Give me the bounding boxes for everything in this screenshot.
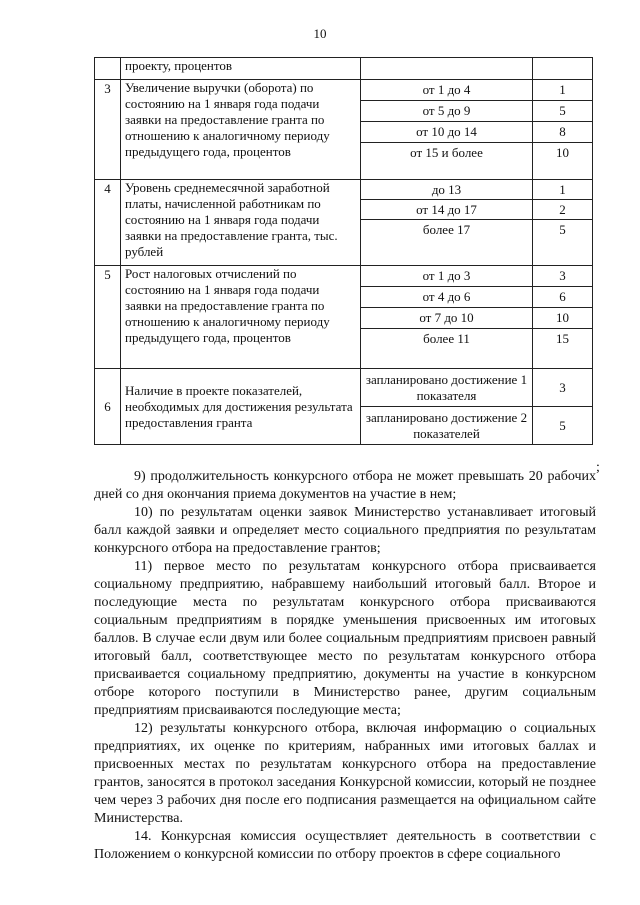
points-cell: 2 <box>533 200 593 220</box>
range-cell: от 5 до 9 <box>361 101 533 122</box>
points-cell: 1 <box>533 80 593 101</box>
criterion-description: Рост налоговых отчислений по состоянию на 1 января года подачи заявки на предоставление гранта по отношению к аналогичному периоду предыдущего года, процентов <box>121 266 361 369</box>
table-cell <box>361 58 533 80</box>
body-text <box>94 468 596 864</box>
points-cell: 15 <box>533 329 593 369</box>
row-number: 6 <box>95 369 121 445</box>
points-cell: 10 <box>533 143 593 180</box>
criterion-description: Увеличение выручки (оборота) по состоянию на 1 января года подачи заявки на предоставление гранта по отношению к аналогичному периоду предыдущего года, процентов <box>121 80 361 180</box>
table-end-semicolon: ; <box>596 460 600 475</box>
points-cell: 8 <box>533 122 593 143</box>
points-cell: 6 <box>533 287 593 308</box>
points-cell: 5 <box>533 101 593 122</box>
paragraph-12: 12) результаты конкурсного отбора, включая информацию о социальных предприятиях, их оценке по критериям, набранных ими итоговых баллах и присвоенных местах по результатам конкурсного отбора на предоставление грантов, заносятся в протокол заседания Конкурсной комиссии, который не позднее чем через 3 рабочих дня после его подписания размещается на официальном сайте Министерства. <box>94 721 596 826</box>
criteria-table <box>94 57 593 445</box>
range-cell: более 17 <box>361 220 533 266</box>
points-cell: 3 <box>533 369 593 407</box>
table-row <box>95 80 593 101</box>
range-cell: от 7 до 10 <box>361 308 533 329</box>
table-row <box>95 266 593 287</box>
row-number: 3 <box>95 80 121 180</box>
range-cell: более 11 <box>361 329 533 369</box>
paragraph-11: 11) первое место по результатам конкурсного отбора присваивается социальному предприятию, набравшему наибольший итоговый балл. Второе и последующие места по результатам конкурсного отбора присваиваются социальным предприятиям в порядке уменьшения присвоенных им итоговых баллов. В случае если двум или более социальным предприятиям присвоен равный итоговый балл, соответствующее место по результатам конкурсного отбора присваивается социальному предприятию, документы на участие в конкурсном отборе которого поступили в Министерство ранее, другим социальным предприятиям присваиваются последующие места; <box>94 559 596 718</box>
range-cell: от 1 до 3 <box>361 266 533 287</box>
criterion-description: Уровень среднемесячной заработной платы, начисленной работникам по состоянию на 1 января года подачи заявки на предоставление гранта, тыс. рублей <box>121 180 361 266</box>
range-cell: запланировано достижение 1 показателя <box>361 369 533 407</box>
range-cell: от 10 до 14 <box>361 122 533 143</box>
table-row <box>95 180 593 200</box>
criterion-description: Наличие в проекте показателей, необходимых для достижения результата предоставления гранта <box>121 369 361 445</box>
page-number: 10 <box>313 26 327 41</box>
paragraph-10: 10) по результатам оценки заявок Министерство устанавливает итоговый балл каждой заявки и определяет место социального предприятия по результатам конкурсного отбора на предоставление грантов; <box>94 505 596 556</box>
points-cell: 5 <box>533 220 593 266</box>
points-cell: 5 <box>533 407 593 445</box>
range-cell: от 1 до 4 <box>361 80 533 101</box>
range-cell: от 15 и более <box>361 143 533 180</box>
range-cell: запланировано достижение 2 показателей <box>361 407 533 445</box>
table-row <box>95 58 593 80</box>
table-row <box>95 369 593 407</box>
paragraph-14: 14. Конкурсная комиссия осуществляет деятельность в соответствии с Положением о конкурсной комиссии по отбору проектов в сфере социального <box>94 829 596 862</box>
range-cell: до 13 <box>361 180 533 200</box>
table-cell: проекту, процентов <box>121 58 361 80</box>
range-cell: от 4 до 6 <box>361 287 533 308</box>
table-cell <box>533 58 593 80</box>
points-cell: 10 <box>533 308 593 329</box>
row-number: 4 <box>95 180 121 266</box>
paragraph-9: 9) продолжительность конкурсного отбора не может превышать 20 рабочих дней со дня окончания приема документов на участие в нем; <box>94 469 596 502</box>
points-cell: 3 <box>533 266 593 287</box>
points-cell: 1 <box>533 180 593 200</box>
row-number: 5 <box>95 266 121 369</box>
table-cell <box>95 58 121 80</box>
range-cell: от 14 до 17 <box>361 200 533 220</box>
